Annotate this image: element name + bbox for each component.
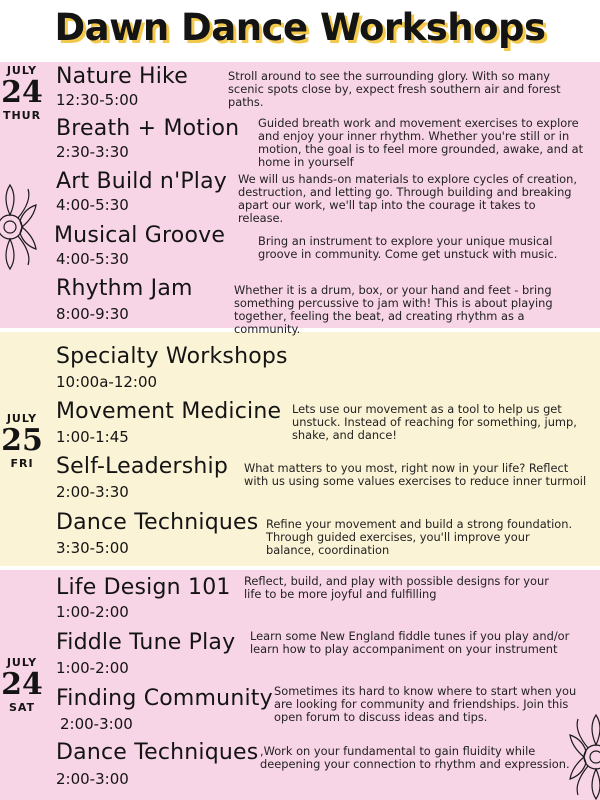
event-time: 12:30-5:00 (56, 91, 139, 109)
event-time: 4:00-5:30 (56, 250, 129, 268)
event-description: Guided breath work and movement exercises to explore and enjoy your inner rhythm. Whether you're still or in motion, the goal is to feel more grounded, awake, and at home in yourself (258, 116, 584, 169)
event-name: Life Design 101 (56, 575, 231, 600)
event-description: We will us hands-on materials to explore cycles of creation, destruction, and letting go. Through building and breaking apart our work, we'll tap into the courage it takes to release. (238, 172, 577, 225)
event-time: 4:00-5:30 (56, 196, 129, 214)
event-description: Sometimes its hard to know where to start when you are looking for community and friendships. Join this open forum to discuss ideas and tips. (274, 684, 577, 724)
event-name: Finding Community (56, 686, 273, 711)
event-name: Specialty Workshops (56, 344, 288, 369)
date-month: JULY (6, 412, 38, 425)
event-description: What matters to you most, right now in your life? Reflect with us using some values exercises to reduce inner turmoil (244, 461, 587, 488)
date-label-thursday (0, 64, 44, 122)
date-day: 25 (1, 423, 43, 458)
event-description: Reflect, build, and play with possible designs for your life to be more joyful and fulfilling (244, 574, 549, 601)
event-name: Dance Techniques (56, 740, 259, 765)
event-description: ,Work on your fundamental to gain fluidity while deepening your connection to rhythm and expression. (260, 744, 570, 771)
event-description: Stroll around to see the surrounding glory. With so many scenic spots close by, expect fresh southern air and forest paths. (228, 69, 561, 109)
event-name: Nature Hike (56, 64, 188, 89)
event-time: 10:00a-12:00 (56, 373, 158, 391)
page-title: Dawn Dance Workshops (54, 6, 546, 49)
event-time: 8:00-9:30 (56, 305, 129, 323)
event-description: Refine your movement and build a strong foundation. Through guided exercises, you'll improve your balance, coordination (266, 517, 573, 557)
event-description: Whether it is a drum, box, or your hand and feet - bring something percussive to jam with! This is about playing together, feeling the beat, ad creating rhythm as a community. (234, 283, 553, 336)
event-time: 2:00-3:00 (56, 770, 129, 788)
event-description: Lets use our movement as a tool to help us get unstuck. Instead of reaching for something, jump, shake, and dance! (292, 402, 577, 442)
event-time: 1:00-2:00 (56, 659, 129, 677)
mandala-flower-icon (566, 714, 600, 800)
date-month: JULY (6, 64, 38, 77)
event-name: Art Build n'Play (56, 169, 228, 194)
event-name: Dance Techniques (56, 510, 259, 535)
date-label-saturday (0, 656, 44, 714)
event-time: 1:00-2:00 (56, 603, 129, 621)
event-time: 3:30-5:00 (56, 539, 129, 557)
date-label-friday (0, 412, 44, 470)
date-weekday: THUR (2, 109, 42, 122)
date-day: 24 (1, 75, 43, 110)
event-description: Bring an instrument to explore your unique musical groove in community. Come get unstuck with music. (258, 234, 558, 261)
event-name: Fiddle Tune Play (56, 630, 236, 655)
date-month: JULY (6, 656, 38, 669)
event-time: 2:00-3:30 (56, 483, 129, 501)
date-weekday: SAT (8, 701, 36, 714)
event-description: Learn some New England fiddle tunes if you play and/or learn how to play accompaniment on your instrument (250, 629, 570, 656)
date-weekday: FRI (10, 457, 34, 470)
event-name: Self-Leadership (56, 454, 229, 479)
event-time: 2:00-3:00 (60, 715, 133, 733)
event-name: Movement Medicine (56, 399, 282, 424)
event-time: 1:00-1:45 (56, 428, 129, 446)
event-time: 2:30-3:30 (56, 143, 129, 161)
date-day: 24 (1, 667, 43, 702)
event-name: Rhythm Jam (56, 276, 193, 301)
event-name: Breath + Motion (56, 116, 240, 141)
event-name: Musical Groove (54, 223, 226, 248)
mandala-flower-icon (0, 182, 38, 272)
